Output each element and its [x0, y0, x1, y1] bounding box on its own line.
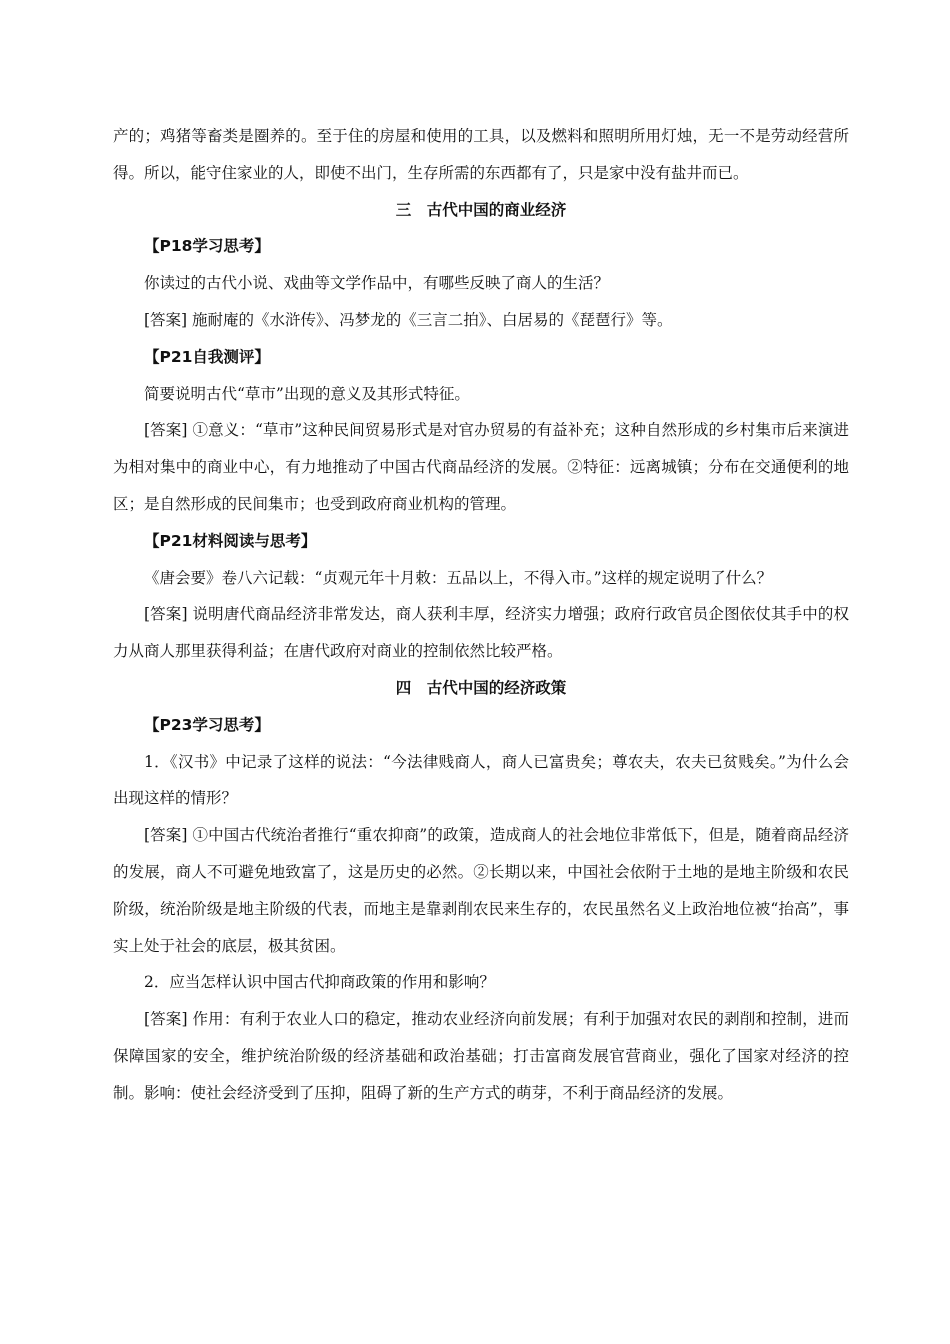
intro-paragraph: 产的；鸡猪等畜类是圈养的。至于住的房屋和使用的工具，以及燃料和照明所用灯烛，无一不是劳动经营所得。所以，能守住家业的人，即使不出门，生存所需的东西都有了，只是家中没有盐井而已。	[113, 127, 849, 182]
section-3-heading: 三 古代中国的商业经济	[395, 200, 567, 219]
p18-question: 你读过的古代小说、戏曲等文学作品中，有哪些反映了商人的生活？	[144, 274, 610, 293]
p21-self-test-tag: 【P21自我测评】	[144, 347, 270, 366]
p21-material-tag: 【P21材料阅读与思考】	[144, 531, 317, 550]
p23-question-2: 2．应当怎样认识中国古代抑商政策的作用和影响？	[144, 973, 495, 992]
p18-study-tag: 【P18学习思考】	[144, 237, 270, 256]
p23-study-tag: 【P23学习思考】	[144, 715, 270, 734]
document-body	[113, 118, 849, 1112]
section-4-heading: 四 古代中国的经济政策	[395, 678, 567, 697]
p23-answer-2: [答案] 作用：有利于农业人口的稳定，推动农业经济向前发展；有利于加强对农民的剥削和控制，进而保障国家的安全，维护统治阶级的经济基础和政治基础；打击富商发展官营商业，强化了国家对经济的控制。影响：使社会经济受到了压抑，阻碍了新的生产方式的萌芽，不利于商品经济的发展。	[113, 1010, 849, 1102]
p21-self-test-question: 简要说明古代“草市”出现的意义及其形式特征。	[144, 384, 470, 403]
p21-self-test-answer: [答案] ①意义：“草市”这种民间贸易形式是对官办贸易的有益补充；这种自然形成的乡村集市后来演进为相对集中的商业中心，有力地推动了中国古代商品经济的发展。②特征：远离城镇；分布在交通便利的地区；是自然形成的民间集市；也受到政府商业机构的管理。	[113, 421, 849, 513]
p21-material-question: 《唐会要》卷八六记载：“贞观元年十月敕：五品以上，不得入市。”这样的规定说明了什么？	[144, 568, 773, 587]
p21-material-answer: [答案] 说明唐代商品经济非常发达，商人获利丰厚，经济实力增强；政府行政官员企图依仗其手中的权力从商人那里获得利益；在唐代政府对商业的控制依然比较严格。	[113, 605, 849, 661]
p18-answer: [答案] 施耐庵的《水浒传》、冯梦龙的《三言二拍》、白居易的《琵琶行》等。	[144, 310, 673, 329]
p23-question-1: 1．《汉书》中记录了这样的说法：“今法律贱商人，商人已富贵矣；尊农夫，农夫已贫贱矣。”为什么会出现这样的情形？	[113, 752, 849, 808]
p23-answer-1: [答案] ①中国古代统治者推行“重农抑商”的政策，造成商人的社会地位非常低下，但是，随着商品经济的发展，商人不可避免地致富了，这是历史的必然。②长期以来，中国社会依附于土地的是地主阶级和农民阶级，统治阶级是地主阶级的代表，而地主是靠剥削农民来生存的，农民虽然名义上政治地位被“抬高”，事实上处于社会的底层，极其贫困。	[113, 826, 849, 955]
